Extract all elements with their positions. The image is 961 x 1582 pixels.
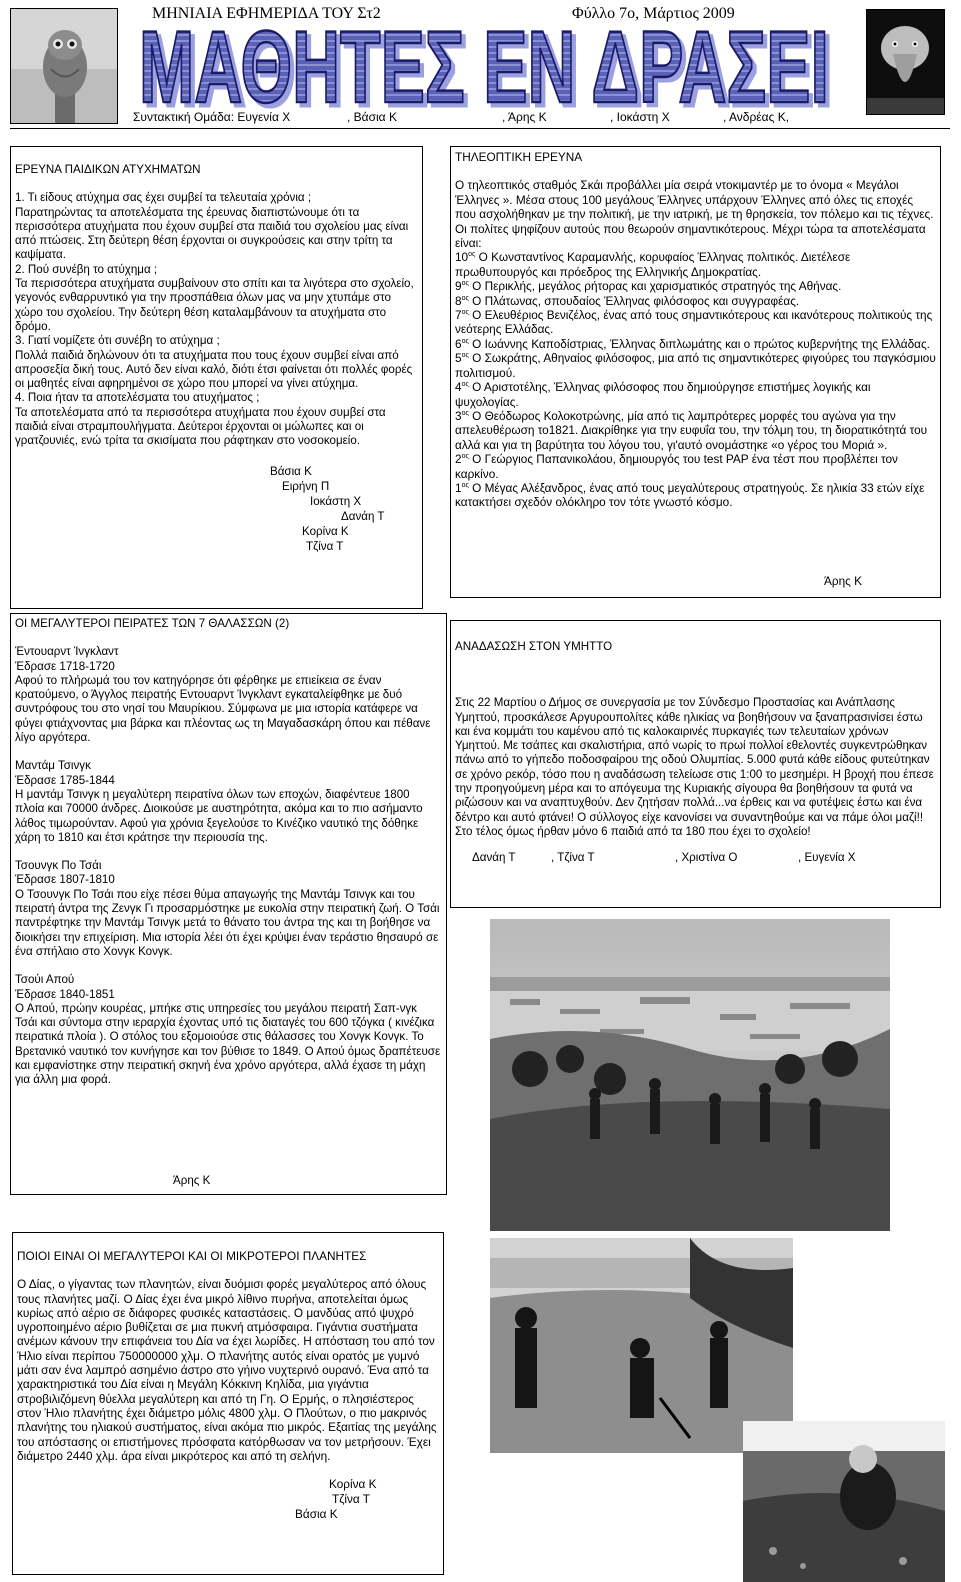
shoebill-photo: [866, 9, 945, 115]
signature: Ειρήνη Π: [282, 479, 330, 493]
signature: Βάσια Κ: [295, 1507, 338, 1522]
pirate-name: Έντουαρντ Ίνγκλαντ: [15, 645, 119, 659]
answer: Πολλά παιδιά δηλώνουν ότι τα ατυχήματα που τους έχουν συμβεί είναι από απροσεξία δική τους. Αυτό δεν είναι καλό, διότι έτσι φαίνεται ότι πολλές φορές οι μαθητές είναι αφηρημένοι σε χώρο που μπορεί να γίνει ατύχημα.: [15, 348, 413, 391]
editorial-label: Συντακτική Ομάδα: Ευγενία Χ: [133, 110, 291, 124]
tv-survey-article: [450, 146, 941, 598]
svg-text:ΜΑΘΗΤΕΣ ΕΝ ΔΡΑΣΕΙ: ΜΑΘΗΤΕΣ ΕΝ ΔΡΑΣΕΙ: [139, 22, 829, 116]
question: 4. Ποια ήταν τα αποτελέσματα του ατυχήματος ;: [15, 391, 260, 405]
answer: Τα περισσότερα ατυχήματα συμβαίνουν στο σπίτι και τα λιγότερα στο σχολείο, γεγονός ενθαρρυντικό για την προσπάθεια όλων μας να μην χτυπάμε στο χώρο του σχολείου. Την δεύτερη θέση καταλαμβάνουν τα ατυχήματα στο δρόμο.: [15, 277, 414, 333]
masthead-divider: [10, 128, 950, 129]
signature: Δανάη Τ: [472, 851, 516, 865]
signature: Άρης Κ: [173, 1174, 211, 1187]
ranking-item: $5^{o\varsigma}$ Ο Σωκράτης, Αθηναίος φιλόσοφος, μια από τις σημαντικότερες φιγούρες του παγκόσμιου πολιτισμού.: [455, 351, 936, 380]
signature: Βάσια Κ: [270, 464, 312, 478]
pirate-name: Τσουνγκ Πο Τσάι: [15, 859, 102, 873]
ranking-item: $8^{o\varsigma}$ Ο Πλάτωνας, σπουδαίος Έλληνας φιλόσοφος και συγγραφέας.: [455, 293, 800, 308]
ranking-item: $3^{o\varsigma}$ Ο Θεόδωρος Κολοκοτρώνης, μία από τις λαμπρότερες μορφές του αγώνα για την απελευθέρωση το1821. Διακρίθηκε για την ευφυΐα του, την τόλμη του, τη διορατικότητά του αλλά και για τη βαρύτητα του λόγου του, γι'αυτό ονομάστηκε «ο γέρος του Μοριά ».: [455, 408, 928, 452]
newspaper-subtitle: ΜΗΝΙΑΙΑ ΕΦΗΜΕΡΙΔΑ ΤΟΥ Στ2: [152, 5, 381, 22]
planets-article: [12, 1232, 444, 1575]
answer: Παρατηρώντας τα αποτελέσματα της έρευνας διαπιστώνουμε ότι τα περισσότερα ατυχήματα που έχουν συμβεί στα παιδιά του σχολείου μας είναι από πτώσεις. Στη δεύτερη θέση έρχονται οι συγκρούσεις και στην τρίτη τα καψίματα.: [15, 205, 409, 262]
owl-photo: [10, 8, 118, 124]
editorial-team: [133, 110, 823, 126]
signature: , Χριστίνα Ο: [675, 851, 738, 865]
signature: , Τζίνα Τ: [551, 851, 595, 865]
answer: Τα αποτελέσματα από τα περισσότερα ατυχήματα που έχουν συμβεί στα παιδιά είναι στραμπουλήγματα. Δεύτεροι έρχονται οι μώλωπες και οι γρατζουνιές, ενώ τρίτα τα σκισίματα που ράφτηκαν στο νοσοκομείο.: [15, 405, 386, 448]
pirate-entry: [15, 645, 442, 745]
question: 1. Τι είδους ατύχημα σας έχει συμβεί τα τελευταία χρόνια ;: [15, 191, 312, 205]
ranking-item: $4^{o\varsigma}$ Ο Αριστοτέλης, Έλληνας φιλόσοφος που δημιούργησε επιστήμες λογικής και ψυχολογίας.: [455, 380, 871, 409]
pirate-years: Έδρασε 1785-1844: [15, 773, 115, 787]
question: 2. Πού συνέβη το ατύχημα ;: [15, 262, 158, 276]
article-text: Στις 22 Μαρτίου ο Δήμος σε συνεργασία με τον Σύνδεσμο Προστασίας και Ανάπλασης Υμηττού, προσκάλεσε Αργυρουπολίτες κάθε ηλικίας να βοηθήσουν να ξαναπρασινίσει έστω και ένα κομμάτι του καμένου από τις καλοκαιρινές πυρκαγιές των τελευταίων χρόνων Υμηττού. Με τσάπες και σκαλιστήρια, από νωρίς το πρωί πολλοί εθελοντές συγκεντρώθηκαν πάνω από το γήπεδο ποδοσφαίρου της οδού Ολυμπίας. 5.000 φυτά κάθε είδους φυτεύτηκαν σε χρόνο ρεκόρ, τόσο που η αναδάσωση τελείωσε στις 1:00 το μεσημέρι. Η βροχή που έπεσε την προηγούμενη μέρα και το απόγευμα της Κυριακής σίγουρα θα βοηθήσουν τα φυτά να ριζώσουν και να αναπτυχθούν. Δεν ζητήσαν πολλά...να έρθεις και να φυτέψεις έστω και ένα δέντρο και αυτό φτάνει! Ο σύλλογος είχε κανονίσει να συναντηθούμε και να πάμε όλοι μαζί!! Στο τέλος όμως ήρθαν μόνο 6 παιδιά από τα 180 που έχει το σχολείο!: [455, 696, 934, 838]
question: 3. Γιατί νομίζετε ότι συνέβη το ατύχημα ;: [15, 334, 220, 348]
ranking-item: $2^{o\varsigma}$ Ο Γεώργιος Παπανικολάου, δημιουργός του test PAP ένα τέστ που προβλέπει τον καρκίνο.: [455, 452, 898, 481]
signatures: [455, 851, 936, 867]
signature: Κορίνα Κ: [329, 1477, 377, 1492]
pirates-article: [10, 613, 447, 1195]
signature: Άρης Κ: [824, 574, 862, 588]
signatures: [15, 465, 418, 555]
pirate-text: Ο Τσουνγκ Πο Τσάι που είχε πέσει θύμα απαγωγής της Μαντάμ Τσινγκ και του πειρατή άντρα της Ζενγκ Γι προσαρμόστηκε με ευκολία στην πειρατική ζωή. Ο Τσάι παντρέφτηκε την Μαντάμ Τσινγκ μετά το θάνατο του άντρα της και τη βοήθησε να διοικήσει την επιχείριση. Μια ιστορία λέει ότι έχει κρύψει έναν τεράστιο θησαυρό σε ένα σπήλαιο στο Χονγκ Κονγκ.: [15, 887, 440, 958]
article-intro: Ο τηλεοπτικός σταθμός Σκάι προβάλλει μία σειρά ντοκιμαντέρ με το όνομα « Μεγάλοι Έλληνες ». Μέσα στους 100 μεγάλους Έλληνες υπάρχουν Έλληνες από όλες τις εποχές που ασχολήθηκαν με την πολιτική, με την ιατρική, με τη θρησκεία, τον πόλεμο και τις τέχνες. Οι πολίτες ψηφίζουν αυτούς που θεωρούν σημαντικότερους. Μέχρι τώρα τα αποτελέσματα είναι:: [455, 178, 934, 251]
editorial-name: , Ανδρέας Κ,: [723, 110, 790, 124]
ranking-item: $1^{o\varsigma}$ Ο Μέγας Αλέξανδρος, ένας από τους μεγαλύτερους στρατηγούς. Σε ηλικία 33 ετών είχε κατακτήσει σχεδόν ολόκληρο τον τότε γνωστό κόσμο.: [455, 480, 925, 510]
pirate-years: Έδρασε 1840-1851: [15, 987, 115, 1001]
svg-text:ΜΑΘΗΤΕΣ ΕΝ ΔΡΑΣΕΙ: ΜΑΘΗΤΕΣ ΕΝ ΔΡΑΣΕΙ: [143, 22, 833, 116]
signatures: [17, 1477, 439, 1525]
article-title: ΕΡΕΥΝΑ ΠΑΙΔΙΚΩΝ ΑΤΥΧΗΜΑΤΩΝ: [15, 163, 201, 176]
ranking-item: $7^{o\varsigma}$ Ο Ελευθέριος Βενιζέλος, ένας από τους σημαντικότερους και ικανότερους πολιτικούς της νεότερης Ελλάδας.: [455, 308, 933, 337]
article-title: ΤΗΛΕΟΠΤΙΚΗ ΕΡΕΥΝΑ: [455, 150, 583, 164]
pirate-years: Έδρασε 1807-1810: [15, 873, 115, 887]
pirate-entry: [15, 859, 442, 959]
editorial-name: , Βάσια Κ: [347, 110, 397, 124]
signature: Κορίνα Κ: [302, 524, 349, 538]
article-title: ΠΟΙΟΙ ΕΙΝΑΙ ΟΙ ΜΕΓΑΛΥΤΕΡΟΙ ΚΑΙ ΟΙ ΜΙΚΡΟΤΕΡΟΙ ΠΛΑΝΗΤΕΣ: [17, 1249, 367, 1263]
ranking-item: $6^{o\varsigma}$ Ο Ιωάννης Καποδίστριας, Έλληνας διπλωμάτης και ο πρώτος κυβερνήτης της Ελλάδας.: [455, 336, 930, 351]
pirate-name: Μαντάμ Τσινγκ: [15, 759, 91, 773]
reforestation-photo-1: [490, 919, 890, 1231]
article-title: ΟΙ ΜΕΓΑΛΥΤΕΡΟΙ ΠΕΙΡΑΤΕΣ ΤΩΝ 7 ΘΑΛΑΣΣΩΝ (2): [15, 617, 290, 630]
pirate-years: Έδρασε 1718-1720: [15, 659, 115, 673]
article-title: ΑΝΑΔΑΣΩΣΗ ΣΤΟΝ ΥΜΗΤΤΟ: [455, 640, 613, 653]
reforestation-photo-3: [743, 1421, 945, 1582]
signature: Τζίνα Τ: [306, 539, 344, 553]
accidents-article: [10, 146, 423, 609]
signature: Ιοκάστη Χ: [310, 494, 362, 508]
signature: Δανάη Τ: [341, 509, 385, 523]
pirate-entry: [15, 759, 442, 845]
pirate-text: Η μαντάμ Τσινγκ η μεγαλύτερη πειρατίνα όλων των εποχών, διαφέντευε 1800 πλοία και 70000 άνδρες. Διοικούσε με αυστηρότητα, ακόμα και το πιο ασήμαντο λάθος τιμωρούνταν. Αφού για χρόνια ξεγελούσε το Κινέζικο ναυτικό της δόθηκε χάρη το 1810 και έτσι κράτησε την περιουσία της.: [15, 787, 423, 844]
signature: Τζίνα Τ: [332, 1492, 371, 1507]
reforestation-article: [450, 620, 941, 908]
ranking-list: [455, 250, 936, 509]
pirate-text: Αφού το πλήρωμά του τον κατηγόρησε ότι φέρθηκε με επιείκεια σε έναν κρατούμενο, ο Άγγλος πειρατής Εντουαρντ Ίνγκλαντ εγκαταλείφθηκε με δυό συντρόφους του στο νησί του Μαυρίκιου. Σύμφωνα με μια ιστορία κατάφερε να φύγει φτιάχνοντας μια βάρκα και πλέοντας ως τη Μαγαδασκάρη όπου και πέθανε λίγο αργότερα.: [15, 673, 431, 745]
signature: , Ευγενία Χ: [798, 851, 856, 865]
pirate-entry: [15, 973, 442, 1087]
issue-date: Φύλλο 7ο, Μάρτιος 2009: [572, 5, 735, 22]
editorial-name: , Ιοκάστη Χ: [610, 110, 670, 124]
editorial-name: , Άρης Κ: [502, 110, 547, 124]
pirate-name: Τσούι Απού: [15, 973, 75, 987]
newspaper-title: [128, 22, 840, 116]
pirate-text: Ο Απού, πρώην κουρέας, μπήκε στις υπηρεσίες του μεγάλου πειρατή Σαπ-νγκ Τσάι και σύντομα στην ιεραρχία έχοντας υπό τις διαταγές του 600 τζόγκα ( κινέζικα πειρατικά πλοία ). Ο στόλος του εξομοιούσε στις θάλασσες του Χονγκ Κονγκ. Το Βρετανικό ναυτικό τον κυνήγησε και τον βύθισε το 1849. Ο Απού όμως δραπέτευσε και εμφανίστηκε στην πειρατική σκηνή ένα χρόνο αργότερα, αλλά έχασε τη μάχη για άλλη μια φορά.: [15, 1001, 441, 1087]
article-text: Ο Δίας, ο γίγαντας των πλανητών, είναι δυόμισι φορές μεγαλύτερος από όλους τους πλανήτες μαζί. Ο Δίας έχει ένα μικρό λίθινο πυρήνα, αποτελείται όμως κυρίως από αέριο σε διάφορες φυσικές καταστάσεις. Ο μανδύας από ψυχρό υγροποιημένο αέριο βυθίζεται σε μια πυκνή ατμόσφαιρα. Γιγάντια συστήματα ανέμων κάνουν την επιφάνεια του Δία να έχει λωρίδες. Η απόσταση του από τον Ήλιο είναι περίπου 750000000 χλμ. Ο πλανήτης αυτός είναι ορατός με γυμνό μάτι σαν ένα λαμπρό ασημένιο άστρο στο γήινο νυχτερινό ουρανό. Ένα από τα χαρακτηριστικά του Δία είναι η Μεγάλη Κόκκινη Κηλίδα, μια γιγάντια στροβιλιζόμενη θύελλα μεγαλύτερη και από τη Γη. Ο Ερμής, ο πλησιέστερος στον Ήλιο πλανήτης έχει διάμετρο μόλις 4800 χλμ. Ο Πλούτων, ο πιο μακρινός πλανήτης του ηλιακού συστήματος, είναι ακόμα πιο μικρός. Εξαιτίας της μεγάλης του απόστασης οι επιστήμονες πρόσφατα κατόρθωσαν να τον μετρήσουν. Έχει διάμετρο 2440 χλμ. άρα είναι μικρότερος και από τη σελήνη.: [17, 1277, 437, 1463]
ranking-item: $10^{o\varsigma}$ Ο Κωνσταντίνος Καραμανλής, κορυφαίος Έλληνας πολιτικός. Διετέλεσε πρωθυπουργός και πρόεδρος της Ελληνικής Δημοκρατίας.: [455, 250, 851, 279]
ranking-item: $9^{o\varsigma}$ Ο Περικλής, μεγάλος ρήτορας και χαρισματικός στρατηγός της Αθήνας.: [455, 279, 842, 294]
